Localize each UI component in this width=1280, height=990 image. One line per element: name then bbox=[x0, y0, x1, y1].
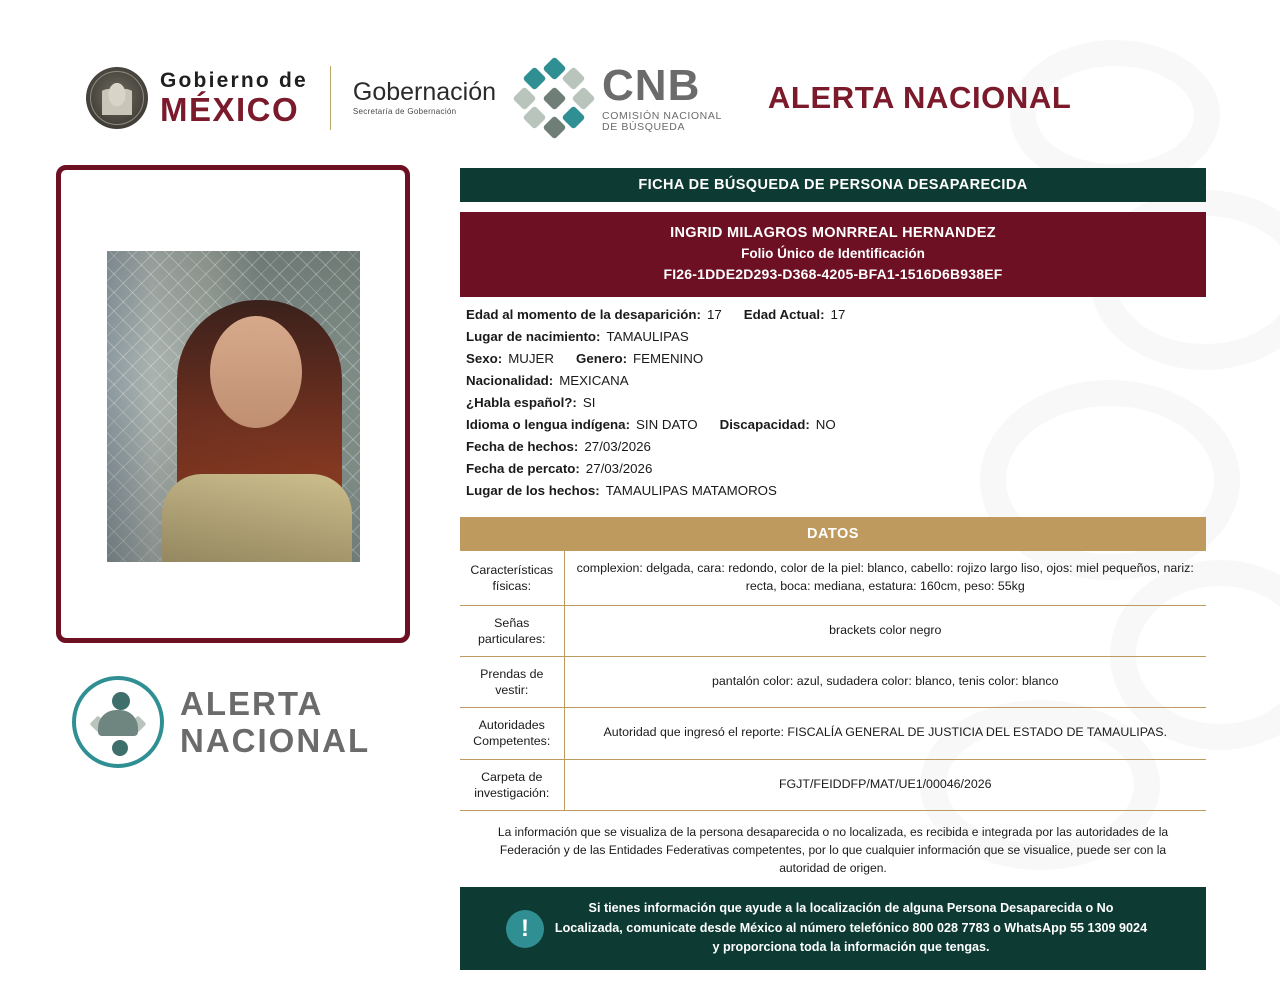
disclaimer-text: La información que se visualiza de la persona desaparecida o no localizada, es recibida e integrada por las autoridades de la Federación y de las Entidades Federativas competentes, por lo que cualquier información que se visualice, puede ser con la autoridad de origen. bbox=[497, 824, 1169, 876]
alerta-nacional-heading: ALERTA NACIONAL bbox=[767, 80, 1072, 115]
contact-footer-text: Si tienes información que ayude a la localización de alguna Persona Desaparecida o No Localizada, comunicate desde México al número telefónico 800 028 7783 o WhatsApp 55 1309 9024 y proporciona toda la información que tengas. bbox=[554, 901, 1148, 955]
field-nacionalidad bbox=[466, 373, 1202, 388]
alerta-badge-icon bbox=[72, 676, 164, 768]
field-fecha-percato-value: 27/03/2026 bbox=[585, 460, 653, 476]
field-discapacidad-label: Discapacidad: bbox=[719, 416, 810, 432]
field-fecha-percato-label: Fecha de percato: bbox=[466, 460, 580, 476]
field-genero-label: Genero: bbox=[576, 350, 628, 366]
field-fecha-hechos-label: Fecha de hechos: bbox=[466, 438, 579, 454]
field-fecha-hechos-value: 27/03/2026 bbox=[584, 438, 651, 454]
field-sexo-value: MUJER bbox=[508, 350, 555, 366]
datos-bar: DATOS bbox=[460, 517, 1206, 551]
field-discapacidad-value: NO bbox=[815, 416, 836, 432]
row-value-autoridades: Autoridad que ingresó el reporte: FISCALÍA GENERAL DE JUSTICIA DEL ESTADO DE TAMAULIPAS. bbox=[564, 708, 1206, 759]
field-lugar-hechos-value: TAMAULIPAS MATAMOROS bbox=[605, 482, 777, 498]
cnb-acronym: CNB bbox=[602, 61, 701, 110]
row-value-carpeta: FGJT/FEIDDFP/MAT/UE1/00046/2026 bbox=[564, 759, 1206, 810]
field-edad-desaparicion-value: 17 bbox=[706, 306, 722, 322]
field-fecha-percato bbox=[466, 461, 1202, 476]
cnb-logo bbox=[516, 60, 722, 136]
field-lugar-nacimiento-label: Lugar de nacimiento: bbox=[466, 328, 601, 344]
person-identity-bar bbox=[460, 212, 1206, 297]
header-divider bbox=[330, 66, 331, 130]
exclamation-icon: ! bbox=[506, 910, 544, 948]
cnb-line2: DE BÚSQUEDA bbox=[602, 120, 686, 133]
row-label-caracteristicas: Características físicas: bbox=[460, 551, 564, 605]
field-fecha-hechos bbox=[466, 439, 1202, 454]
folio-label: Folio Único de Identificación bbox=[741, 246, 925, 262]
alerta-nacional-badge bbox=[72, 676, 370, 768]
badge-line-2: NACIONAL bbox=[180, 722, 371, 759]
person-name: INGRID MILAGROS MONRREAL HERNANDEZ bbox=[670, 225, 996, 241]
mexico-label: MÉXICO bbox=[160, 91, 300, 128]
folio-value: FI26-1DDE2D293-D368-4205-BFA1-1516D6B938EF bbox=[663, 265, 1003, 282]
field-edad-actual-value: 17 bbox=[830, 306, 846, 322]
field-genero-value: FEMENINO bbox=[633, 350, 704, 366]
cnb-line1: COMISIÓN NACIONAL bbox=[602, 110, 722, 122]
field-lugar-hechos-label: Lugar de los hechos: bbox=[466, 482, 600, 498]
field-edad-desaparicion-label: Edad al momento de la desaparición: bbox=[466, 306, 701, 322]
segob-logo bbox=[353, 79, 496, 117]
field-habla-espanol-label: ¿Habla español?: bbox=[466, 394, 577, 410]
gobierno-label: Gobierno de bbox=[160, 69, 308, 92]
field-nacionalidad-value: MEXICANA bbox=[559, 372, 629, 388]
field-sexo-genero bbox=[466, 351, 1202, 366]
row-value-caracteristicas: complexion: delgada, cara: redondo, color de la piel: blanco, cabello: rojizo largo liso, ojos: miel pequeños, nariz: recta, boca: mediana, estatura: 160cm, peso: 55kg bbox=[564, 551, 1206, 605]
row-label-carpeta: Carpeta de investigación: bbox=[460, 759, 564, 810]
row-label-autoridades: Autoridades Competentes: bbox=[460, 708, 564, 759]
table-row bbox=[460, 605, 1206, 656]
contact-footer bbox=[460, 887, 1206, 970]
field-idioma-label: Idioma o lengua indígena: bbox=[466, 416, 631, 432]
row-label-prendas: Prendas de vestir: bbox=[460, 657, 564, 708]
table-row bbox=[460, 759, 1206, 810]
segob-name: Gobernación bbox=[352, 78, 497, 107]
row-label-senas: Señas particulares: bbox=[460, 605, 564, 656]
record-panel bbox=[460, 168, 1206, 970]
segob-subtitle: Secretaría de Gobernación bbox=[352, 107, 457, 117]
field-idioma-discapacidad bbox=[466, 417, 1202, 432]
field-lugar-nacimiento-value: TAMAULIPAS bbox=[606, 328, 689, 344]
table-row bbox=[460, 657, 1206, 708]
field-habla-espanol bbox=[466, 395, 1202, 410]
field-nacionalidad-label: Nacionalidad: bbox=[466, 372, 554, 388]
table-row bbox=[460, 551, 1206, 605]
panel-title-bar: FICHA DE BÚSQUEDA DE PERSONA DESAPARECIDA bbox=[460, 168, 1206, 202]
field-habla-espanol-value: SI bbox=[582, 394, 596, 410]
row-value-senas: brackets color negro bbox=[564, 605, 1206, 656]
datos-table bbox=[460, 551, 1206, 811]
table-row bbox=[460, 708, 1206, 759]
person-photo-frame bbox=[56, 165, 410, 643]
cnb-flower-icon bbox=[516, 60, 592, 136]
row-value-prendas: pantalón color: azul, sudadera color: blanco, tenis color: blanco bbox=[564, 657, 1206, 708]
gobierno-de-mexico-logo bbox=[86, 67, 308, 129]
field-list bbox=[460, 297, 1206, 511]
field-lugar-nacimiento bbox=[466, 329, 1202, 344]
badge-line-1: ALERTA bbox=[180, 685, 324, 722]
field-edad bbox=[466, 307, 1202, 322]
field-idioma-value: SIN DATO bbox=[636, 416, 698, 432]
field-lugar-hechos bbox=[466, 483, 1202, 498]
eagle-seal-icon bbox=[86, 67, 148, 129]
field-sexo-label: Sexo: bbox=[466, 350, 503, 366]
page-header bbox=[0, 50, 1280, 146]
field-edad-actual-label: Edad Actual: bbox=[743, 306, 825, 322]
person-photo bbox=[107, 251, 360, 562]
